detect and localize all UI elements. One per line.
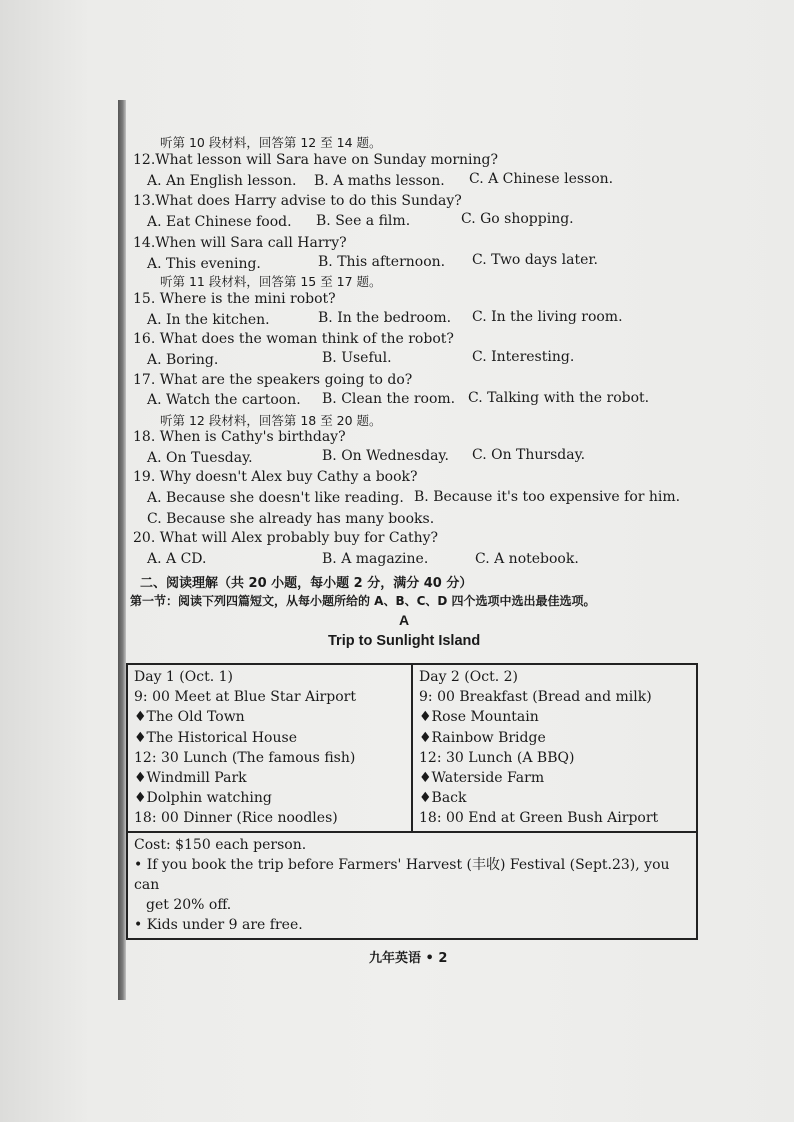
q15-option-a: A. In the kitchen.	[147, 312, 270, 328]
q17-option-c: C. Talking with the robot.	[468, 390, 650, 406]
day2-item: ♦Back	[419, 790, 467, 807]
q15-option-c: C. In the living room.	[472, 309, 623, 325]
q12-option-b: B. A maths lesson.	[314, 173, 445, 189]
day2-item: 12: 30 Lunch (A BBQ)	[419, 749, 575, 766]
day1-item: 18: 00 Dinner (Rice noodles)	[134, 810, 338, 827]
q17-option-a: A. Watch the cartoon.	[147, 392, 301, 408]
section-header-material11: 听第 11 段材料，回答第 15 至 17 题。	[160, 274, 382, 289]
q18-option-c: C. On Thursday.	[472, 447, 586, 463]
q18-option-b: B. On Wednesday.	[322, 448, 449, 464]
q18-option-a: A. On Tuesday.	[147, 450, 253, 466]
day2-item: 9: 00 Breakfast (Bread and milk)	[419, 689, 652, 706]
q20-option-a: A. A CD.	[147, 551, 207, 567]
cost-line: Cost: $150 each person.	[134, 836, 307, 853]
question-13: 13.What does Harry advise to do this Sunday?	[133, 193, 462, 209]
q19-option-a: A. Because she doesn't like reading.	[147, 490, 404, 506]
question-14: 14.When will Sara call Harry?	[133, 235, 347, 251]
question-16: 16. What does the woman think of the robot?	[133, 331, 454, 347]
kids-note: • Kids under 9 are free.	[134, 917, 303, 934]
q16-option-a: A. Boring.	[147, 352, 219, 368]
passage-label: A	[399, 612, 410, 628]
discount-note: • If you book the trip before Farmers' Harvest (丰收) Festival (Sept.23), you can	[134, 856, 670, 894]
reading-part1-instruction: 第一节：阅读下列四篇短文，从每小题所给的 A、B、C、D 四个选项中选出最佳选项。	[130, 594, 596, 608]
day1-item: ♦Dolphin watching	[134, 790, 272, 807]
question-17: 17. What are the speakers going to do?	[133, 372, 413, 388]
q13-option-a: A. Eat Chinese food.	[147, 214, 292, 230]
day2-cell	[412, 664, 697, 832]
question-19: 19. Why doesn't Alex buy Cathy a book?	[133, 469, 418, 485]
passage-title: Trip to Sunlight Island	[328, 633, 481, 649]
day2-item: ♦Rainbow Bridge	[419, 729, 546, 746]
section-header-material10: 听第 10 段材料，回答第 12 至 14 题。	[160, 135, 382, 150]
day1-header: Day 1 (Oct. 1)	[134, 669, 233, 685]
q13-option-c: C. Go shopping.	[461, 211, 574, 227]
day2-item: 18: 00 End at Green Bush Airport	[419, 810, 659, 827]
q17-option-b: B. Clean the room.	[322, 391, 456, 407]
q19-option-c: C. Because she already has many books.	[147, 511, 435, 527]
q20-option-b: B. A magazine.	[322, 551, 429, 567]
reading-section-title: 二、阅读理解（共 20 小题，每小题 2 分，满分 40 分）	[140, 576, 473, 591]
q14-option-a: A. This evening.	[147, 256, 261, 272]
question-15: 15. Where is the mini robot?	[133, 291, 336, 307]
day1-item: 9: 00 Meet at Blue Star Airport	[134, 689, 356, 706]
cost-cell	[127, 832, 697, 939]
q13-option-b: B. See a film.	[316, 213, 411, 229]
q16-option-b: B. Useful.	[322, 350, 392, 366]
page-footer: 九年英语 • 2	[369, 951, 448, 966]
question-20: 20. What will Alex probably buy for Cathy?	[133, 530, 439, 546]
binding-shadow	[118, 100, 126, 1000]
q14-option-c: C. Two days later.	[472, 252, 599, 268]
q19-option-b: B. Because it's too expensive for him.	[414, 489, 681, 505]
day1-item: ♦The Old Town	[134, 709, 245, 726]
day2-header: Day 2 (Oct. 2)	[419, 669, 518, 685]
q16-option-c: C. Interesting.	[472, 349, 575, 365]
q14-option-b: B. This afternoon.	[318, 254, 446, 270]
day1-cell	[127, 664, 412, 832]
q12-option-c: C. A Chinese lesson.	[469, 171, 614, 187]
trip-itinerary-table	[126, 663, 698, 940]
q20-option-c: C. A notebook.	[475, 551, 579, 567]
section-header-material12: 听第 12 段材料，回答第 18 至 20 题。	[160, 413, 382, 428]
day2-item: ♦Rose Mountain	[419, 709, 539, 726]
day1-item: ♦Windmill Park	[134, 770, 247, 787]
question-18: 18. When is Cathy's birthday?	[133, 429, 346, 445]
question-12: 12.What lesson will Sara have on Sunday morning?	[133, 152, 498, 168]
q15-option-b: B. In the bedroom.	[318, 310, 452, 326]
day1-item: ♦The Historical House	[134, 729, 297, 746]
day1-item: 12: 30 Lunch (The famous fish)	[134, 749, 356, 766]
discount-note-cont: get 20% off.	[146, 897, 232, 914]
q12-option-a: A. An English lesson.	[147, 173, 297, 189]
day2-item: ♦Waterside Farm	[419, 770, 545, 787]
